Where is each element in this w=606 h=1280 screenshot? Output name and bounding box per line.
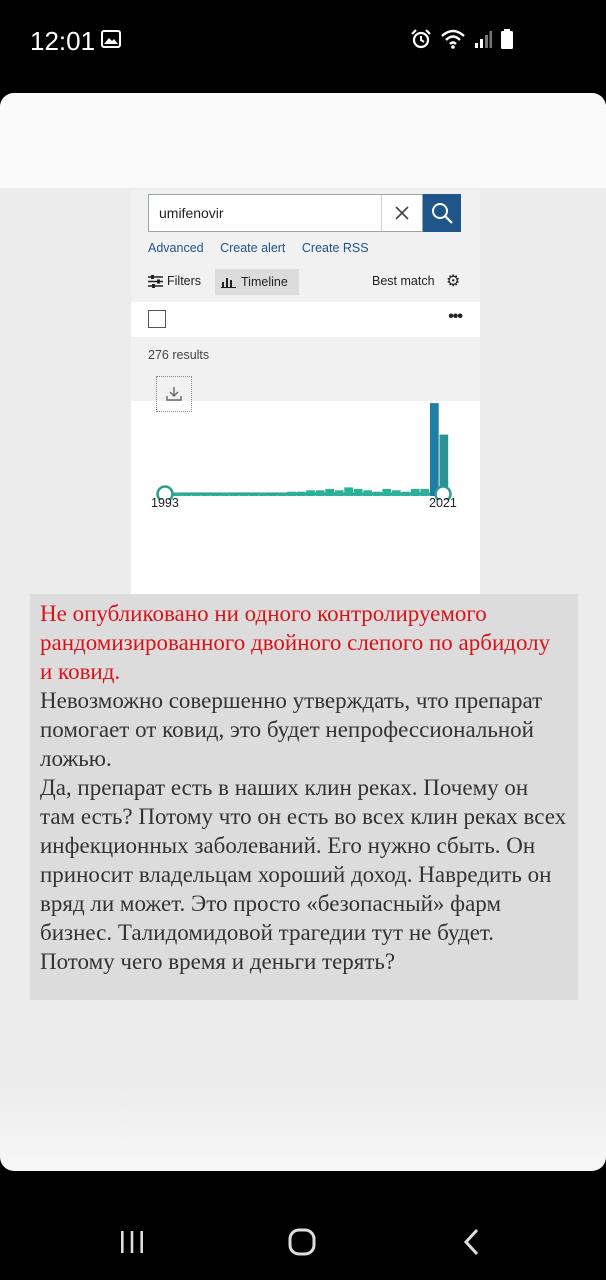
bar-1999[interactable] bbox=[230, 494, 239, 496]
bar-2003[interactable] bbox=[268, 494, 277, 496]
bar-2018[interactable] bbox=[411, 489, 420, 496]
more-options-icon[interactable]: ••• bbox=[448, 308, 462, 325]
bar-2000[interactable] bbox=[240, 494, 249, 496]
story-card bbox=[0, 93, 606, 1171]
bar-2005[interactable] bbox=[287, 492, 296, 496]
timeline-button[interactable] bbox=[215, 269, 299, 295]
timeline-label: Timeline bbox=[241, 275, 288, 289]
results-toolbar bbox=[148, 269, 463, 295]
bar-2012[interactable] bbox=[354, 489, 363, 496]
bar-2001[interactable] bbox=[249, 494, 258, 496]
status-bar bbox=[0, 0, 606, 80]
bar-2014[interactable] bbox=[373, 492, 382, 496]
home-button[interactable] bbox=[282, 1222, 322, 1262]
status-icons bbox=[410, 28, 514, 50]
bar-chart-icon bbox=[221, 276, 236, 288]
headline-red: Не опубликовано ни одного контролируемого рандомизированного двойного слепого по арбидолу и ковид. bbox=[40, 601, 551, 684]
bar-2019[interactable] bbox=[420, 489, 429, 496]
recent-apps-icon bbox=[118, 1229, 146, 1255]
search-input[interactable] bbox=[148, 194, 423, 232]
results-count: 276 results bbox=[148, 348, 210, 362]
search-button[interactable] bbox=[423, 194, 461, 232]
back-button[interactable] bbox=[452, 1222, 492, 1262]
signal-icon bbox=[474, 29, 492, 49]
paragraph-1: Невозможно совершенно утверждать, что препарат помогает от ковид, это будет непрофессиональной ложью. bbox=[40, 688, 543, 771]
bar-1994[interactable] bbox=[183, 494, 192, 496]
bar-2016[interactable] bbox=[392, 490, 401, 496]
bar-2002[interactable] bbox=[259, 493, 268, 496]
bar-1997[interactable] bbox=[211, 494, 220, 496]
search-icon bbox=[430, 201, 454, 225]
bar-2015[interactable] bbox=[382, 489, 391, 496]
image-icon bbox=[101, 30, 121, 48]
gear-icon[interactable]: ⚙ bbox=[446, 273, 461, 290]
bar-2009[interactable] bbox=[325, 489, 334, 496]
filters-label: Filters bbox=[167, 274, 202, 288]
home-icon bbox=[287, 1227, 317, 1257]
bar-1995[interactable] bbox=[192, 494, 201, 496]
bar-2007[interactable] bbox=[306, 490, 315, 496]
sliders-icon bbox=[148, 275, 163, 288]
top-band bbox=[0, 93, 606, 188]
select-all-checkbox[interactable] bbox=[148, 310, 166, 328]
bar-2017[interactable] bbox=[401, 492, 410, 496]
recent-apps-button[interactable] bbox=[112, 1222, 152, 1262]
bar-2013[interactable] bbox=[363, 490, 372, 496]
bar-2011[interactable] bbox=[344, 487, 353, 496]
download-chart-button[interactable] bbox=[156, 376, 192, 412]
bar-2006[interactable] bbox=[297, 492, 306, 496]
create-rss-link[interactable]: Create RSS bbox=[301, 241, 369, 255]
create-alert-link[interactable]: Create alert bbox=[220, 241, 286, 255]
select-all-row bbox=[131, 302, 480, 337]
sort-select[interactable]: Best match bbox=[372, 274, 435, 288]
story-text-block bbox=[30, 594, 578, 1000]
year-start-label: 1993 bbox=[151, 496, 179, 510]
download-icon bbox=[165, 385, 183, 403]
navigation-bar bbox=[0, 1200, 606, 1280]
paragraph-2: Да, препарат есть в наших клин реках. Почему он там есть? Потому что он есть во всех клин реках всех инфекционных заболеваний. Его нужно сбыть. Он приносит владельцам хороший доход. Навредить он вряд ли может. Это просто «безопасный» фарм бизнес. Талидомидовой трагедии тут не будет. Потому чего время и деньги терять? bbox=[40, 775, 567, 974]
battery-icon bbox=[500, 28, 514, 50]
wifi-icon bbox=[440, 28, 466, 50]
clock: 12:01 bbox=[30, 26, 96, 56]
bar-1996[interactable] bbox=[202, 494, 211, 496]
filters-button[interactable] bbox=[148, 274, 201, 288]
advanced-link[interactable]: Advanced bbox=[148, 241, 204, 255]
bar-2004[interactable] bbox=[278, 493, 287, 496]
year-end-label: 2021 bbox=[429, 496, 457, 510]
close-icon bbox=[394, 205, 410, 221]
bar-2010[interactable] bbox=[335, 490, 344, 496]
bar-2008[interactable] bbox=[316, 490, 325, 496]
search-links bbox=[148, 241, 382, 255]
clear-search-button[interactable] bbox=[381, 195, 422, 231]
back-icon bbox=[460, 1227, 484, 1257]
bar-2020[interactable] bbox=[430, 403, 439, 496]
pubmed-screenshot bbox=[131, 190, 480, 628]
alarm-icon bbox=[410, 28, 432, 50]
search-input-value: umifenovir bbox=[159, 205, 224, 221]
bar-1998[interactable] bbox=[221, 493, 230, 496]
